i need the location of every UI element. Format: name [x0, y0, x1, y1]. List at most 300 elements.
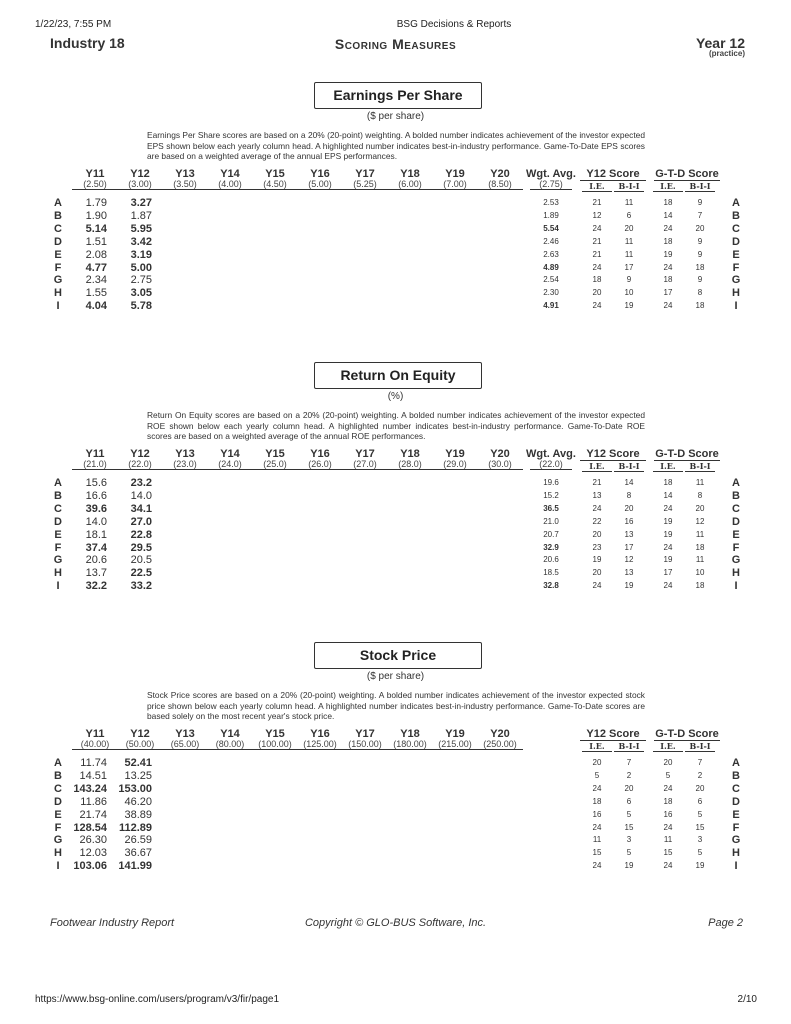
y12-bii-score: 17: [624, 262, 634, 272]
y12-value: 1.87: [130, 209, 152, 222]
gtd-bii-score: 9: [697, 275, 703, 285]
y12-ie-score: 20: [592, 568, 602, 578]
y12-ie-score: 23: [592, 542, 602, 552]
company-label-right: I: [734, 300, 738, 313]
gtd-ie-score: 19: [663, 529, 673, 539]
y11-value: 16.6: [85, 489, 107, 502]
y12-bii-score: 10: [624, 288, 634, 298]
wgt-avg-value: 4.89: [543, 262, 559, 272]
gtd-bii-score: 7: [697, 758, 703, 767]
gtd-bii-score: 10: [695, 568, 705, 578]
year-target-value: (7.00): [432, 179, 478, 190]
gtd-ie-score: 24: [663, 581, 673, 591]
y12-bii-score: 11: [624, 249, 634, 259]
y12-value: 5.78: [130, 300, 152, 313]
y12-ie-score: 24: [592, 861, 602, 871]
year-target-value: (3.00): [117, 179, 163, 190]
bii-subheader: B-I-I: [614, 461, 644, 472]
year-column-header: Y15: [265, 728, 285, 740]
gtd-score-header: G-T-D Score: [655, 728, 719, 740]
section-unit: ($ per share): [366, 671, 425, 682]
y12-value: 20.5: [130, 554, 152, 567]
gtd-bii-score: 20: [695, 503, 705, 513]
y12-bii-score: 6: [626, 796, 632, 806]
year-target-value: (3.50): [162, 179, 208, 190]
gtd-ie-score: 18: [663, 236, 673, 246]
wgt-avg-value: 20.6: [543, 555, 559, 565]
company-label-left: D: [54, 795, 62, 808]
gtd-bii-score: 9: [697, 249, 703, 259]
y11-value: 103.06: [73, 860, 107, 873]
y11-value: 32.2: [85, 580, 107, 593]
year-column-header: Y19: [445, 728, 465, 740]
year-column-header: Y17: [355, 728, 375, 740]
section-description: Stock Price scores are based on a 20% (20-point) weighting. A bolded number indicates achievement of the investor expected stock price shown below each yearly column head. A highlighted number indicates best-in-industry performance. Game-To-Date scores are based solely on the most recent year's stock price.: [147, 690, 645, 721]
year-target-value: (4.00): [207, 179, 253, 190]
y11-value: 11.86: [80, 795, 107, 808]
y12-ie-score: 22: [592, 516, 602, 526]
y12-value: 23.2: [130, 477, 152, 489]
company-label-right: F: [732, 541, 740, 554]
y11-value: 18.1: [85, 528, 107, 541]
company-label-right: A: [732, 477, 740, 489]
y12-score-header: Y12 Score: [580, 168, 646, 181]
year-column-header: Y14: [220, 448, 240, 460]
y12-value: 38.89: [124, 808, 152, 821]
company-label-left: G: [53, 274, 63, 287]
y11-value: 5.14: [85, 222, 107, 235]
bii-subheader: B-I-I: [614, 181, 644, 192]
company-label-right: E: [732, 528, 740, 541]
company-label-left: H: [54, 567, 62, 580]
y12-ie-score: 16: [592, 809, 602, 819]
y12-value: 29.5: [130, 541, 152, 554]
gtd-ie-score: 17: [663, 288, 673, 298]
gtd-bii-score: 2: [697, 770, 703, 780]
year-target-value: (4.50): [252, 179, 298, 190]
y12-ie-score: 11: [592, 835, 602, 845]
y12-value: 27.0: [130, 515, 152, 528]
section-description: Earnings Per Share scores are based on a 20% (20-point) weighting. A bolded number indicates achievement of the investor expected EPS shown below each yearly column head. A highlighted number indicates best-in-industry performance. Game-To-Date EPS scores are based on a weighted average of the annual EPS performances.: [147, 130, 645, 161]
year-target-value: (250.00): [477, 739, 523, 750]
gtd-ie-score: 24: [663, 223, 673, 233]
gtd-ie-score: 19: [663, 516, 673, 526]
gtd-ie-score: 24: [663, 542, 673, 552]
gtd-bii-score: 15: [695, 822, 705, 832]
company-label-right: A: [732, 757, 740, 769]
y12-ie-score: 20: [592, 288, 602, 298]
company-label-left: A: [54, 477, 62, 489]
gtd-bii-score: 5: [697, 809, 703, 819]
browser-page-count: 2/10: [737, 994, 757, 1005]
gtd-bii-score: 5: [697, 848, 703, 858]
company-label-left: G: [53, 554, 63, 567]
company-label-left: B: [54, 489, 62, 502]
year-column-header: Y18: [400, 728, 420, 740]
y12-ie-score: 21: [592, 236, 602, 246]
company-label-left: D: [54, 515, 62, 528]
gtd-bii-score: 18: [695, 301, 705, 311]
y11-value: 1.55: [85, 287, 107, 300]
y12-ie-score: 20: [592, 529, 602, 539]
y12-bii-score: 13: [624, 529, 634, 539]
y12-ie-score: 19: [592, 555, 602, 565]
company-label-right: G: [731, 834, 741, 847]
y12-bii-score: 13: [624, 568, 634, 578]
wgt-avg-value: 5.54: [543, 223, 559, 233]
gtd-bii-score: 8: [697, 490, 703, 500]
year-target-value: (125.00): [297, 739, 343, 750]
year-column-header: Y20: [490, 448, 510, 460]
year-column-header: Y20: [490, 728, 510, 740]
y11-value: 14.0: [85, 515, 107, 528]
year-column-header: Y12: [130, 448, 150, 460]
gtd-ie-score: 24: [663, 861, 673, 871]
y11-value: 128.54: [73, 821, 107, 834]
y11-value: 26.30: [79, 834, 107, 847]
y12-ie-score: 21: [592, 478, 602, 487]
gtd-ie-score: 18: [663, 198, 673, 207]
year-target-value: (5.00): [297, 179, 343, 190]
company-label-left: I: [56, 300, 60, 313]
company-label-right: C: [732, 782, 740, 795]
company-label-right: F: [732, 821, 740, 834]
y12-bii-score: 14: [624, 478, 634, 487]
gtd-ie-score: 5: [665, 770, 671, 780]
y12-ie-score: 24: [592, 223, 602, 233]
practice-label: (practice): [708, 49, 745, 58]
year-target-value: (24.0): [207, 459, 253, 470]
y11-value: 1.79: [85, 197, 107, 209]
gtd-ie-score: 24: [663, 503, 673, 513]
y12-bii-score: 20: [624, 783, 634, 793]
gtd-bii-score: 11: [695, 478, 705, 487]
company-label-right: G: [731, 274, 741, 287]
gtd-bii-score: 3: [697, 835, 703, 845]
y12-ie-score: 18: [592, 275, 602, 285]
y12-ie-score: 20: [592, 758, 602, 767]
ie-subheader: I.E.: [582, 741, 612, 752]
company-label-left: B: [54, 769, 62, 782]
year-target-value: (22.0): [117, 459, 163, 470]
company-label-right: A: [732, 197, 740, 209]
y11-value: 2.34: [85, 274, 107, 287]
company-label-right: H: [732, 287, 740, 300]
y12-value: 22.5: [130, 567, 152, 580]
year-target-value: (29.0): [432, 459, 478, 470]
y12-bii-score: 7: [626, 758, 632, 767]
wgt-avg-value: 1.89: [543, 210, 559, 220]
y12-value: 22.8: [130, 528, 152, 541]
section-title: Return On Equity: [314, 362, 482, 389]
y11-value: 1.90: [85, 209, 107, 222]
year-column-header: Y14: [220, 168, 240, 180]
gtd-ie-score: 11: [663, 835, 673, 845]
gtd-bii-score: 19: [695, 861, 705, 871]
ie-subheader: I.E.: [582, 181, 612, 192]
year-column-header: Y19: [445, 168, 465, 180]
gtd-bii-score: 18: [695, 262, 705, 272]
footer-copyright: Copyright © GLO-BUS Software, Inc.: [304, 917, 487, 929]
year-column-header: Y20: [490, 168, 510, 180]
gtd-ie-score: 14: [663, 490, 673, 500]
company-label-left: F: [54, 261, 62, 274]
wgt-avg-value: 15.2: [543, 490, 559, 500]
gtd-bii-score: 18: [695, 581, 705, 591]
y12-value: 34.1: [130, 502, 152, 515]
y12-bii-score: 3: [626, 835, 632, 845]
gtd-ie-score: 18: [663, 275, 673, 285]
ie-subheader: I.E.: [653, 461, 683, 472]
company-label-left: C: [54, 502, 62, 515]
company-label-left: C: [54, 782, 62, 795]
year-column-header: Y13: [175, 448, 195, 460]
y12-ie-score: 21: [592, 198, 602, 207]
gtd-bii-score: 11: [695, 529, 705, 539]
y11-value: 2.08: [85, 248, 107, 261]
y12-bii-score: 9: [626, 275, 632, 285]
year-column-header: Y16: [310, 448, 330, 460]
year-column-header: Y11: [85, 728, 105, 740]
ie-subheader: I.E.: [653, 741, 683, 752]
wgt-avg-value: 18.5: [543, 568, 559, 578]
year-column-header: Y16: [310, 168, 330, 180]
y12-ie-score: 12: [592, 210, 602, 220]
y12-value: 3.42: [130, 235, 152, 248]
year-column-header: Y13: [175, 168, 195, 180]
y12-value: 33.2: [130, 580, 152, 593]
year-column-header: Y17: [355, 448, 375, 460]
gtd-bii-score: 12: [695, 516, 705, 526]
y12-ie-score: 24: [592, 262, 602, 272]
gtd-ie-score: 18: [663, 478, 673, 487]
browser-url[interactable]: https://www.bsg-online.com/users/program/v3/fir/page1: [35, 994, 279, 1005]
company-label-left: E: [54, 248, 62, 261]
ie-subheader: I.E.: [653, 181, 683, 192]
year-target-value: (25.0): [252, 459, 298, 470]
wgt-avg-value: 2.54: [543, 275, 559, 285]
bii-subheader: B-I-I: [685, 181, 715, 192]
y12-value: 153.00: [118, 782, 152, 795]
browser-datetime: 1/22/23, 7:55 PM: [35, 19, 112, 30]
year-target-value: (50.00): [117, 739, 163, 750]
company-label-left: G: [53, 834, 63, 847]
section-title: Stock Price: [314, 642, 482, 669]
y12-value: 52.41: [124, 757, 152, 769]
company-label-right: D: [732, 235, 740, 248]
wgt-avg-value: 19.6: [543, 478, 559, 487]
wgt-avg-value: 21.0: [543, 516, 559, 526]
year-target-value: (80.00): [207, 739, 253, 750]
section-unit: ($ per share): [366, 111, 425, 122]
y11-value: 12.03: [79, 847, 107, 860]
company-label-right: B: [732, 769, 740, 782]
gtd-bii-score: 7: [697, 210, 703, 220]
y12-bii-score: 5: [626, 809, 632, 819]
y11-value: 4.04: [85, 300, 107, 313]
gtd-ie-score: 24: [663, 301, 673, 311]
year-target-value: (5.25): [342, 179, 388, 190]
y12-value: 112.89: [118, 821, 152, 834]
y12-value: 3.19: [130, 248, 152, 261]
year-column-header: Y19: [445, 448, 465, 460]
year-column-header: Y15: [265, 168, 285, 180]
wgt-avg-value: 32.9: [543, 542, 559, 552]
company-label-right: H: [732, 567, 740, 580]
year-column-header: Y18: [400, 168, 420, 180]
company-label-left: E: [54, 528, 62, 541]
gtd-bii-score: 18: [695, 542, 705, 552]
y12-ie-score: 24: [592, 301, 602, 311]
y11-value: 13.7: [85, 567, 107, 580]
y12-bii-score: 19: [624, 581, 634, 591]
wgt-avg-value: 32.8: [543, 581, 559, 591]
gtd-ie-score: 14: [663, 210, 673, 220]
y12-value: 26.59: [124, 834, 152, 847]
wgt-avg-value: 2.46: [543, 236, 559, 246]
year-target-value: (27.0): [342, 459, 388, 470]
wgt-avg-value: 2.63: [543, 249, 559, 259]
y12-ie-score: 24: [592, 503, 602, 513]
y12-value: 46.20: [124, 795, 152, 808]
browser-page-title: BSG Decisions & Reports: [396, 19, 512, 30]
footer-page-number: Page 2: [708, 917, 743, 929]
company-label-right: C: [732, 222, 740, 235]
company-label-right: C: [732, 502, 740, 515]
company-label-right: E: [732, 808, 740, 821]
section-title: Earnings Per Share: [314, 82, 482, 109]
y12-bii-score: 11: [624, 198, 634, 207]
year-target-value: (215.00): [432, 739, 478, 750]
company-label-left: A: [54, 197, 62, 209]
year-target-value: (150.00): [342, 739, 388, 750]
gtd-ie-score: 20: [663, 758, 673, 767]
company-label-left: F: [54, 541, 62, 554]
y12-bii-score: 20: [624, 503, 634, 513]
wgt-avg-header: Wgt. Avg.: [526, 168, 576, 180]
y12-bii-score: 19: [624, 301, 634, 311]
y12-bii-score: 12: [624, 555, 634, 565]
year-target-value: (6.00): [387, 179, 433, 190]
year-target-value: (30.0): [477, 459, 523, 470]
bii-subheader: B-I-I: [685, 461, 715, 472]
y12-value: 14.0: [130, 489, 152, 502]
gtd-ie-score: 24: [663, 262, 673, 272]
y12-value: 2.75: [130, 274, 152, 287]
score-section: [0, 82, 791, 342]
year-target-value: (8.50): [477, 179, 523, 190]
company-label-left: C: [54, 222, 62, 235]
bii-subheader: B-I-I: [685, 741, 715, 752]
industry-label: Industry 18: [50, 35, 125, 51]
company-label-right: F: [732, 261, 740, 274]
y12-bii-score: 2: [626, 770, 632, 780]
y12-value: 5.95: [130, 222, 152, 235]
y12-value: 5.00: [130, 261, 152, 274]
y12-bii-score: 6: [626, 210, 632, 220]
section-description: Return On Equity scores are based on a 20% (20-point) weighting. A bolded number indicates achievement of the investor expected ROE shown below each yearly column head. A highlighted number indicates best-in-industry performance. Game-To-Date ROE scores are based on a weighted average of the annual ROE performances.: [147, 410, 645, 441]
gtd-ie-score: 24: [663, 822, 673, 832]
company-label-right: H: [732, 847, 740, 860]
y12-bii-score: 8: [626, 490, 632, 500]
gtd-score-header: G-T-D Score: [655, 168, 719, 180]
y12-bii-score: 16: [624, 516, 634, 526]
year-column-header: Y18: [400, 448, 420, 460]
y11-value: 39.6: [85, 502, 107, 515]
company-label-left: E: [54, 808, 62, 821]
wgt-avg-target: (2.75): [530, 179, 572, 190]
year-target-value: (23.0): [162, 459, 208, 470]
gtd-ie-score: 18: [663, 796, 673, 806]
year-column-header: Y11: [85, 448, 105, 460]
gtd-bii-score: 6: [697, 796, 703, 806]
y11-value: 15.6: [85, 477, 107, 489]
y12-bii-score: 5: [626, 848, 632, 858]
wgt-avg-value: 36.5: [543, 503, 559, 513]
gtd-ie-score: 19: [663, 555, 673, 565]
y11-value: 21.74: [79, 808, 107, 821]
y12-score-header: Y12 Score: [580, 728, 646, 741]
company-label-left: A: [54, 757, 62, 769]
company-label-left: I: [56, 580, 60, 593]
y12-value: 3.27: [130, 197, 152, 209]
gtd-bii-score: 11: [695, 555, 705, 565]
y11-value: 37.4: [85, 541, 107, 554]
gtd-bii-score: 20: [695, 223, 705, 233]
year-target-value: (65.00): [162, 739, 208, 750]
wgt-avg-value: 2.30: [543, 288, 559, 298]
year-column-header: Y11: [85, 168, 105, 180]
company-label-left: D: [54, 235, 62, 248]
company-label-left: B: [54, 209, 62, 222]
footer-report-name: Footwear Industry Report: [50, 917, 175, 929]
company-label-left: H: [54, 287, 62, 300]
wgt-avg-target: (22.0): [530, 459, 572, 470]
company-label-right: E: [732, 248, 740, 261]
year-target-value: (40.00): [72, 739, 118, 750]
gtd-ie-score: 16: [663, 809, 673, 819]
y11-value: 143.24: [73, 782, 107, 795]
score-section: [0, 642, 791, 902]
y12-bii-score: 19: [624, 861, 634, 871]
year-target-value: (2.50): [72, 179, 118, 190]
year-target-value: (100.00): [252, 739, 298, 750]
company-label-right: D: [732, 795, 740, 808]
company-label-right: I: [734, 860, 738, 873]
ie-subheader: I.E.: [582, 461, 612, 472]
y12-bii-score: 15: [624, 822, 634, 832]
year-target-value: (26.0): [297, 459, 343, 470]
year-column-header: Y16: [310, 728, 330, 740]
company-label-left: F: [54, 821, 62, 834]
company-label-right: G: [731, 554, 741, 567]
wgt-avg-value: 2.53: [543, 198, 559, 207]
gtd-score-header: G-T-D Score: [655, 448, 719, 460]
y12-value: 3.05: [130, 287, 152, 300]
year-column-header: Y17: [355, 168, 375, 180]
bii-subheader: B-I-I: [614, 741, 644, 752]
y12-ie-score: 24: [592, 783, 602, 793]
company-label-right: B: [732, 489, 740, 502]
y12-bii-score: 17: [624, 542, 634, 552]
y12-score-header: Y12 Score: [580, 448, 646, 461]
year-column-header: Y12: [130, 728, 150, 740]
y12-ie-score: 5: [594, 770, 600, 780]
gtd-bii-score: 9: [697, 236, 703, 246]
company-label-left: H: [54, 847, 62, 860]
gtd-bii-score: 9: [697, 198, 703, 207]
y12-ie-score: 13: [592, 490, 602, 500]
